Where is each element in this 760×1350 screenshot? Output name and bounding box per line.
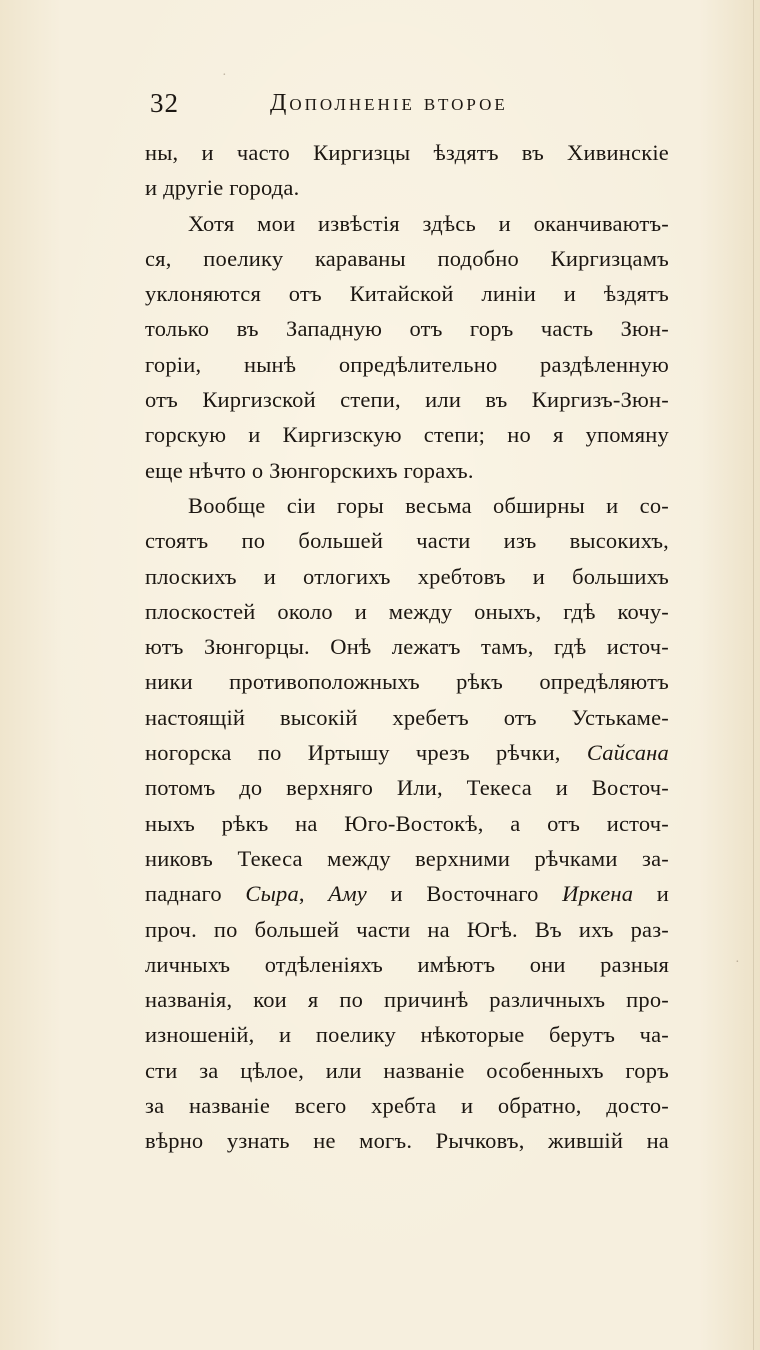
text-line bbox=[145, 664, 669, 699]
text-line bbox=[145, 311, 669, 346]
text-line bbox=[145, 453, 669, 488]
text-segment: настоящій высокій хребетъ отъ Устькаме- bbox=[145, 704, 669, 730]
italic-place-name: Сыра bbox=[245, 881, 299, 907]
text-segment: ся, поелику караваны подобно Киргизцамъ bbox=[145, 245, 669, 271]
paper-speck: · bbox=[222, 68, 227, 83]
text-line bbox=[145, 876, 669, 911]
text-segment: ютъ Зюнгорцы. Онѣ лежатъ тамъ, гдѣ источ- bbox=[145, 634, 669, 660]
page-edge bbox=[753, 0, 754, 1350]
text-segment: горіи, нынѣ опредѣлительно раздѣленную bbox=[145, 351, 669, 377]
text-segment: Хотя мои извѣстія здѣсь и оканчиваютъ- bbox=[188, 210, 669, 236]
text-segment: горскую и Киргизскую степи; но я упомяну bbox=[145, 422, 669, 448]
text-line bbox=[145, 1053, 669, 1088]
text-line bbox=[145, 1123, 669, 1158]
text-segment: сти за цѣлое, или названіе особенныхъ горъ bbox=[145, 1057, 669, 1083]
text-segment: вѣрно узнать не могъ. Рычковъ, жившій на bbox=[145, 1128, 669, 1154]
italic-place-name: Сайсана bbox=[586, 740, 669, 766]
text-line bbox=[145, 135, 669, 170]
text-segment: Вообще сіи горы весьма обширны и со- bbox=[188, 492, 669, 518]
page-header bbox=[150, 88, 580, 128]
text-line bbox=[145, 417, 669, 452]
text-line bbox=[145, 735, 669, 770]
text-line bbox=[145, 170, 669, 205]
italic-place-name: Аму bbox=[328, 881, 367, 907]
text-segment: еще нѣчто о Зюнгорскихъ горахъ. bbox=[145, 457, 474, 483]
text-segment: паднаго bbox=[145, 881, 246, 907]
text-segment: ногорска по Иртышу чрезъ рѣчки, bbox=[145, 740, 587, 766]
text-segment: плоскихъ и отлогихъ хребтовъ и большихъ bbox=[145, 563, 669, 589]
text-segment: и другіе города. bbox=[145, 175, 300, 201]
text-segment: ники противоположныхъ рѣкъ опредѣляютъ bbox=[145, 669, 669, 695]
text-segment: ны, и часто Киргизцы ѣздятъ въ Хивинскіе bbox=[145, 140, 669, 165]
page-number: 32 bbox=[150, 88, 179, 118]
text-line bbox=[145, 947, 669, 982]
running-head: Дополненіе второе bbox=[270, 90, 508, 116]
text-segment: и Восточнаго bbox=[367, 881, 563, 907]
paper-speck: · bbox=[735, 955, 740, 970]
text-segment: плоскостей около и между оныхъ, гдѣ кочу- bbox=[145, 598, 669, 624]
text-segment: названія, кои я по причинѣ различныхъ про- bbox=[145, 987, 669, 1013]
text-segment: потомъ до верхняго Или, Текеса и Восточ- bbox=[145, 775, 669, 801]
text-line bbox=[145, 1088, 669, 1123]
text-line bbox=[145, 382, 669, 417]
text-line bbox=[145, 594, 669, 629]
text-line bbox=[145, 700, 669, 735]
text-line bbox=[145, 559, 669, 594]
text-segment: личныхъ отдѣленіяхъ имѣютъ они разныя bbox=[145, 951, 669, 977]
text-line bbox=[145, 770, 669, 805]
text-line bbox=[145, 806, 669, 841]
text-segment: проч. по большей части на Югѣ. Въ ихъ раз- bbox=[145, 916, 669, 942]
text-line bbox=[145, 629, 669, 664]
text-line bbox=[145, 206, 669, 241]
text-line bbox=[145, 912, 669, 947]
text-line bbox=[145, 276, 669, 311]
body-text bbox=[145, 135, 669, 1159]
text-line bbox=[145, 488, 669, 523]
text-segment: только въ Западную отъ горъ часть Зюн- bbox=[145, 316, 669, 342]
text-line bbox=[145, 347, 669, 382]
text-line bbox=[145, 841, 669, 876]
text-segment: стоятъ по большей части изъ высокихъ, bbox=[145, 528, 669, 554]
text-segment: и bbox=[633, 881, 669, 907]
text-segment: никовъ Текеса между верхними рѣчками за- bbox=[145, 845, 669, 871]
text-line bbox=[145, 1017, 669, 1052]
text-segment: изношеній, и поелику нѣкоторые берутъ ча- bbox=[145, 1022, 669, 1048]
text-segment: ныхъ рѣкъ на Юго-Востокѣ, а отъ источ- bbox=[145, 810, 669, 836]
text-segment: отъ Киргизской степи, или въ Киргизъ-Зюн- bbox=[145, 387, 669, 413]
text-line bbox=[145, 523, 669, 558]
text-segment: , bbox=[298, 881, 329, 907]
text-line bbox=[145, 241, 669, 276]
text-segment: уклоняются отъ Китайской линіи и ѣздятъ bbox=[145, 281, 669, 307]
text-segment: за названіе всего хребта и обратно, досто- bbox=[145, 1093, 669, 1119]
italic-place-name: Иркена bbox=[562, 881, 634, 907]
text-line bbox=[145, 982, 669, 1017]
